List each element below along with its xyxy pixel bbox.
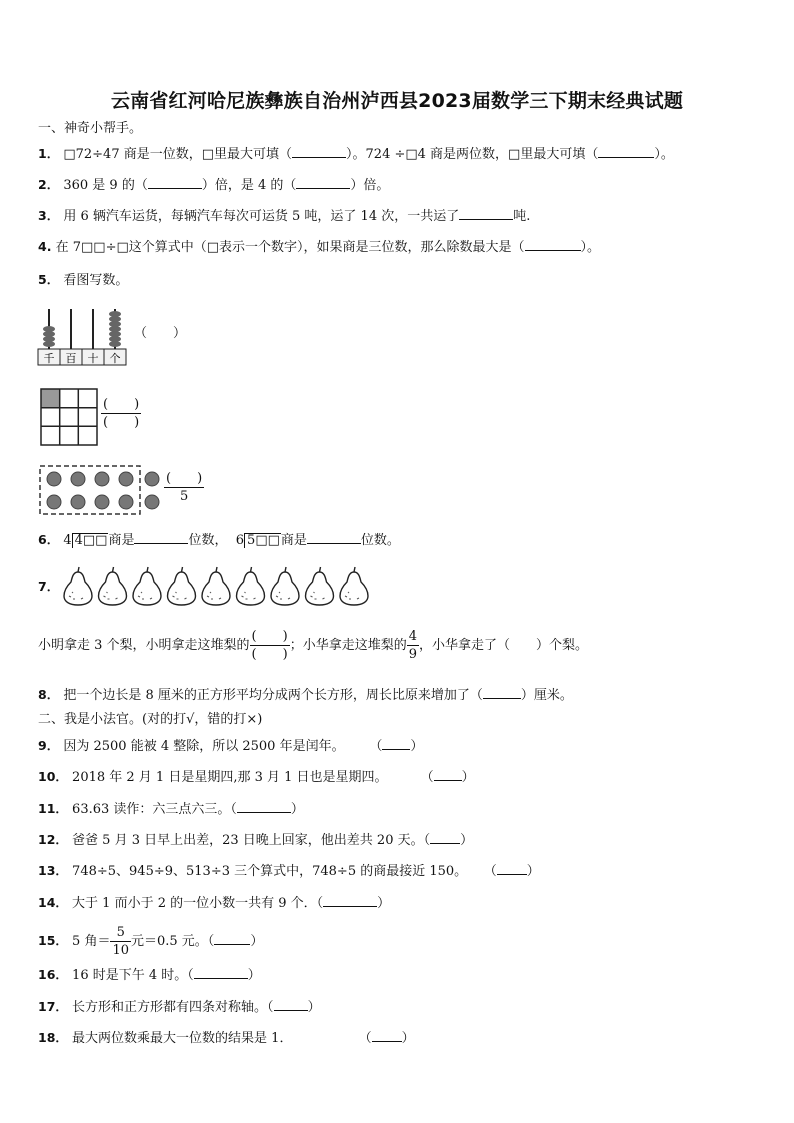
question-text: ）。 [580, 240, 601, 255]
paren-close: ） [461, 770, 475, 785]
question-11 [38, 800, 304, 819]
divisor: 6 [235, 533, 245, 548]
fraction-answer[interactable]: $\frac{( )}{( )}$ [251, 629, 288, 662]
question-number: 18． [38, 1030, 68, 1045]
answer-blank[interactable] [372, 1029, 402, 1042]
question-14 [38, 894, 390, 913]
paren-close: ） [250, 934, 264, 949]
paren-open: （ [483, 864, 497, 879]
question-number: 17． [38, 999, 68, 1014]
pear-icon [99, 567, 127, 605]
answer-blank[interactable] [148, 176, 202, 189]
abacus-label: 个 [109, 352, 121, 365]
paren-close: ） [307, 1000, 321, 1015]
question-number: 7． [38, 579, 60, 594]
question-number: 13． [38, 863, 68, 878]
question-7-text [38, 628, 588, 663]
abacus-label: 十 [87, 352, 99, 365]
paren-open: （ [369, 739, 383, 754]
question-10 [38, 768, 475, 787]
dots-figure [38, 464, 164, 516]
answer-blank[interactable] [459, 207, 513, 220]
question-number: 14． [38, 895, 68, 910]
fraction-denominator: 10 [112, 943, 129, 958]
question-text: 商是 [280, 533, 307, 548]
question-text: 因为 2500 能被 4 整除，所以 2500 年是闰年。 [63, 739, 345, 754]
question-text: ）倍，是 4 的（ [201, 178, 297, 193]
abacus-answer-blank[interactable]: （ ） [134, 326, 187, 341]
question-text: 最大两位数乘最大一位数的结果是 1． [72, 1031, 293, 1046]
question-text: 在 7□□÷□这个算式中（□表示一个数字），如果商是三位数，那么除数最大是（ [55, 240, 525, 255]
answer-blank[interactable] [434, 768, 462, 781]
question-text: 元＝0.5 元。（ [131, 934, 215, 949]
question-13 [38, 862, 540, 881]
section-1-heading: 一、神奇小帮手。 [38, 121, 143, 136]
question-7 [38, 578, 59, 597]
answer-blank[interactable] [497, 862, 527, 875]
question-text: ，小华拿走了（ ）个梨。 [419, 638, 589, 653]
pear-icon [340, 567, 368, 605]
question-text: 爸爸 5 月 3 日早上出差，23 日晚上回家，他出差共 20 天。（ [72, 833, 431, 848]
question-number: 3． [38, 208, 60, 223]
question-number: 8． [38, 687, 60, 702]
pears-figure [62, 566, 374, 606]
answer-blank[interactable] [237, 800, 291, 813]
question-number: 4. [38, 239, 52, 254]
question-16 [38, 966, 261, 985]
answer-blank[interactable] [214, 932, 250, 945]
question-12 [38, 831, 473, 850]
abacus-label: 千 [43, 352, 55, 365]
answer-blank[interactable] [323, 894, 377, 907]
question-text: 5 角＝ [72, 934, 111, 949]
paren-close: ） [247, 968, 261, 983]
grid-figure [40, 388, 98, 446]
fraction-numerator: 4 [408, 629, 417, 644]
pear-icon [64, 567, 92, 605]
question-1 [38, 145, 674, 164]
fraction-numerator: 5 [110, 924, 131, 942]
question-3 [38, 207, 530, 226]
answer-blank[interactable] [274, 998, 308, 1011]
question-number: 5． [38, 272, 60, 287]
question-number: 9． [38, 738, 60, 753]
question-8 [38, 686, 573, 705]
question-text: 小明拿走 3 个梨，小明拿走这堆梨的 [38, 638, 250, 653]
pear-icon [168, 567, 196, 605]
pear-icon [237, 567, 265, 605]
question-text: 748÷5、945÷9、513÷3 三个算式中，748÷5 的商最接近 150。 [72, 864, 468, 879]
dividend: 4□□ [72, 533, 109, 548]
section-2-heading: 二、我是小法官。(对的打√，错的打×) [38, 712, 263, 727]
pear-icon [271, 567, 299, 605]
question-15 [38, 924, 263, 959]
question-text: 360 是 9 的（ [63, 178, 148, 193]
question-number: 12． [38, 832, 68, 847]
answer-blank[interactable] [483, 686, 521, 699]
pear-icon [306, 567, 334, 605]
answer-blank[interactable] [430, 831, 460, 844]
abacus-figure [38, 305, 130, 365]
question-text: 63.63 读作：六三点六三。（ [72, 802, 237, 817]
question-17 [38, 998, 321, 1017]
answer-blank[interactable] [382, 737, 410, 750]
answer-blank[interactable] [598, 145, 654, 158]
answer-blank[interactable] [292, 145, 346, 158]
answer-blank[interactable] [307, 531, 361, 544]
question-text: 商是 [108, 533, 135, 548]
question-text: □72÷47 商是一位数，□里最大可填（ [63, 147, 293, 162]
fraction [110, 924, 131, 959]
paren-close: ） [377, 896, 391, 911]
paren-close: ） [460, 833, 474, 848]
question-number: 11． [38, 801, 68, 816]
question-number: 2． [38, 177, 60, 192]
question-text: 位数。 [360, 533, 400, 548]
question-text: 位数， [188, 533, 228, 548]
question-9 [38, 737, 423, 756]
question-number: 15． [38, 933, 68, 948]
divisor: 4 [63, 533, 72, 548]
question-text: ）厘米。 [520, 688, 573, 703]
abacus-label: 百 [65, 352, 77, 365]
question-text: 长方形和正方形都有四条对称轴。（ [72, 1000, 274, 1015]
dots-fraction-answer[interactable]: $\frac{( )}{5}$ [166, 471, 203, 504]
fraction-denominator: 9 [408, 647, 417, 662]
question-number: 6． [38, 532, 60, 547]
answer-blank[interactable] [525, 238, 581, 251]
question-text: 吨. [513, 209, 531, 224]
question-number: 1． [38, 146, 60, 161]
paren-close: ） [410, 739, 424, 754]
paren-close: ） [290, 802, 304, 817]
question-number: 16． [38, 967, 68, 982]
question-text: 大于 1 而小于 2 的一位小数一共有 9 个．（ [72, 896, 324, 911]
question-2 [38, 176, 389, 195]
answer-blank[interactable] [296, 176, 350, 189]
question-text: 把一个边长是 8 厘米的正方形平均分成两个长方形，周长比原来增加了（ [63, 688, 483, 703]
answer-blank[interactable] [194, 966, 248, 979]
question-text: 2018 年 2 月 1 日是星期四,那 3 月 1 日也是星期四。 [72, 770, 388, 785]
question-text: 用 6 辆汽车运货，每辆汽车每次可运货 5 吨，运了 14 次，一共运了 [63, 209, 460, 224]
dividend: 5□□ [244, 533, 281, 548]
question-6 [38, 531, 400, 550]
page-title: 云南省红河哈尼族彝族自治州泸西县2023届数学三下期末经典试题 [110, 90, 684, 112]
question-5 [38, 271, 128, 290]
question-text: ；小华拿走这堆梨的 [289, 638, 407, 653]
question-text: ）。724 ÷□4 商是两位数，□里最大可填（ [346, 147, 599, 162]
question-text: 16 时是下午 4 时。（ [72, 968, 194, 983]
pear-icon [133, 567, 161, 605]
question-18 [38, 1029, 415, 1048]
question-4 [38, 238, 600, 257]
paren-open: （ [358, 1031, 372, 1046]
question-number: 10． [38, 769, 68, 784]
answer-blank[interactable] [134, 531, 188, 544]
question-text: 看图写数。 [63, 273, 129, 288]
question-text: ）倍。 [350, 178, 390, 193]
paren-close: ） [526, 864, 540, 879]
grid-fraction-answer[interactable]: $\frac{( )}{( )}$ [103, 397, 140, 430]
fraction-denominator: 5 [179, 489, 189, 504]
question-text: ）。 [654, 147, 674, 162]
fraction [407, 628, 419, 663]
paren-close: ） [401, 1031, 415, 1046]
pear-icon [202, 567, 230, 605]
paren-open: （ [420, 770, 434, 785]
